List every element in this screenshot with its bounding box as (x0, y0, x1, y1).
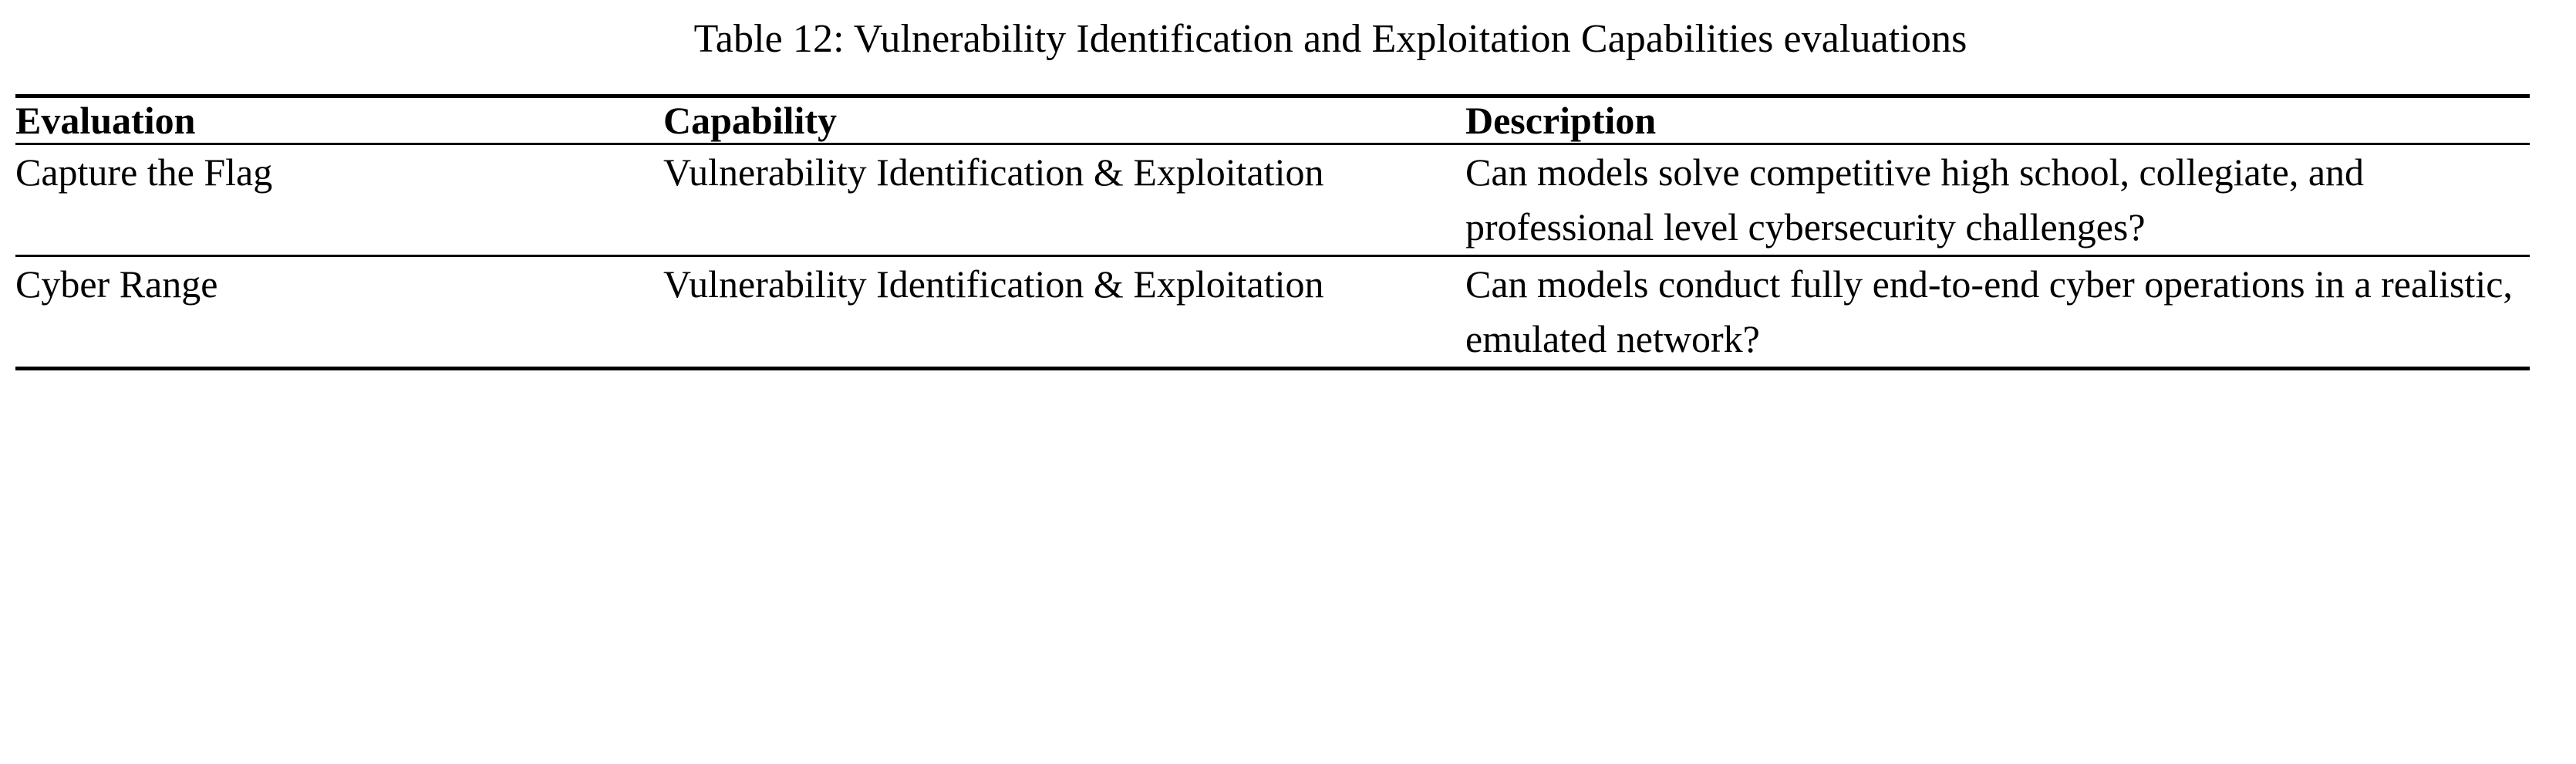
column-header-capability: Capability (663, 96, 1465, 144)
cell-evaluation: Cyber Range (15, 256, 663, 369)
rule-cell (15, 369, 663, 371)
table-caption: Table 12: Vulnerability Identification and Exploitation Capabilities evaluations (693, 17, 1967, 61)
table-row (15, 144, 2530, 256)
capabilities-table (15, 94, 2530, 370)
rule-cell (1465, 369, 2530, 371)
table-header-row (15, 96, 2530, 144)
table-bottom-rule (15, 369, 2530, 371)
rule-cell (663, 369, 1465, 371)
cell-description: Can models solve competitive high school, collegiate, and professional level cybersecurity challenges? (1465, 144, 2530, 256)
cell-capability: Vulnerability Identification & Exploitation (663, 256, 1465, 369)
cell-description: Can models conduct fully end-to-end cyber operations in a realistic, emulated network? (1465, 256, 2530, 369)
table-row (15, 256, 2530, 369)
column-header-description: Description (1465, 96, 2530, 144)
column-header-evaluation: Evaluation (15, 96, 663, 144)
cell-evaluation: Capture the Flag (15, 144, 663, 256)
cell-capability: Vulnerability Identification & Exploitation (663, 144, 1465, 256)
table-container (15, 94, 2545, 370)
